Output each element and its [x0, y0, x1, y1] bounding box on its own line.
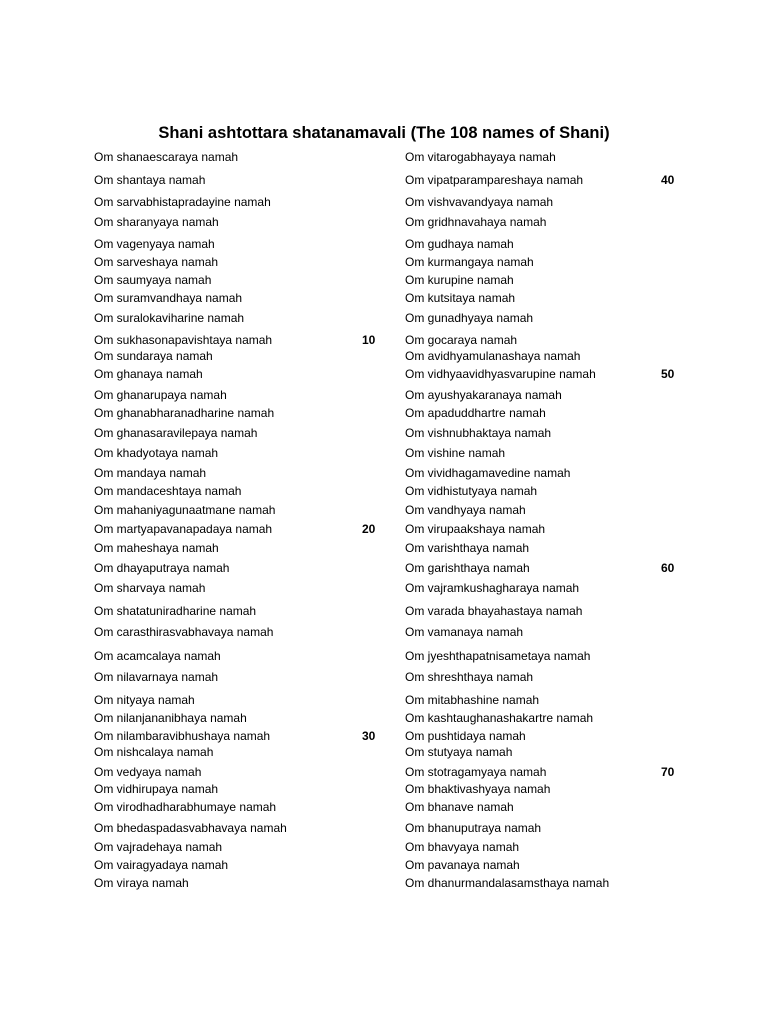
name-line: Om pushtidaya namah: [405, 729, 526, 743]
name-line: Om avidhyamulanashaya namah: [405, 349, 581, 363]
name-line: Om vidhirupaya namah: [94, 782, 219, 796]
name-line: Om shatatuniradharine namah: [94, 604, 257, 618]
name-line: Om carasthirasvabhavaya namah: [94, 625, 274, 639]
name-line: Om acamcalaya namah: [94, 649, 221, 663]
name-line: Om vipatparampareshaya namah: [405, 173, 584, 187]
name-line: Om bhanuputraya namah: [405, 821, 542, 835]
name-line: Om vamanaya namah: [405, 625, 524, 639]
name-line: Om mandaceshtaya namah: [94, 484, 242, 498]
name-line: Om dhanurmandalasamsthaya namah: [405, 876, 610, 890]
name-line: Om pavanaya namah: [405, 858, 520, 872]
count-marker: 10: [362, 333, 376, 347]
name-line: Om ayushyakaranaya namah: [405, 388, 562, 402]
name-line: Om virupaakshaya namah: [405, 522, 546, 536]
name-line: Om sukhasonapavishtaya namah: [94, 333, 273, 347]
name-line: Om vishine namah: [405, 446, 506, 460]
page-title: Shani ashtottara shatanamavali (The 108 names of Shani): [158, 124, 610, 142]
name-line: Om mahaniyagunaatmane namah: [94, 503, 276, 517]
name-line: Om saumyaya namah: [94, 273, 212, 287]
name-line: Om kurmangaya namah: [405, 255, 534, 269]
count-marker: 50: [661, 367, 675, 381]
name-line: Om kashtaughanashakartre namah: [405, 711, 594, 725]
name-line: Om vandhyaya namah: [405, 503, 526, 517]
name-line: Om ghanarupaya namah: [94, 388, 227, 402]
name-line: Om vitarogabhayaya namah: [405, 150, 556, 164]
name-line: Om ghanabharanadharine namah: [94, 406, 275, 420]
count-marker: 70: [661, 765, 675, 779]
name-line: Om sundaraya namah: [94, 349, 213, 363]
name-line: Om nilambaravibhushaya namah: [94, 729, 271, 743]
name-line: Om gocaraya namah: [405, 333, 518, 347]
count-marker: 20: [362, 522, 376, 536]
count-marker: 40: [661, 173, 675, 187]
name-line: Om mandaya namah: [94, 466, 207, 480]
name-line: Om bhedaspadasvabhavaya namah: [94, 821, 287, 835]
name-line: Om mitabhashine namah: [405, 693, 540, 707]
name-line: Om vishvavandyaya namah: [405, 195, 554, 209]
name-line: Om shanaescaraya namah: [94, 150, 239, 164]
name-line: Om vividhagamavedine namah: [405, 466, 571, 480]
name-line: Om varada bhayahastaya namah: [405, 604, 583, 618]
name-line: Om nilavarnaya namah: [94, 670, 219, 684]
name-line: Om nityaya namah: [94, 693, 195, 707]
name-line: Om ghanaya namah: [94, 367, 203, 381]
name-line: Om khadyotaya namah: [94, 446, 219, 460]
name-line: Om vairagyadaya namah: [94, 858, 229, 872]
name-line: Om vajradehaya namah: [94, 840, 223, 854]
name-line: Om kutsitaya namah: [405, 291, 516, 305]
name-line: Om viraya namah: [94, 876, 189, 890]
name-line: Om nishcalaya namah: [94, 745, 214, 759]
name-line: Om bhaktivashyaya namah: [405, 782, 551, 796]
name-line: Om vedyaya namah: [94, 765, 202, 779]
name-line: Om stotragamyaya namah: [405, 765, 547, 779]
name-line: Om shreshthaya namah: [405, 670, 534, 684]
name-line: Om virodhadharabhumaye namah: [94, 800, 277, 814]
name-line: Om bhanave namah: [405, 800, 514, 814]
name-line: Om ghanasaravilepaya namah: [94, 426, 258, 440]
name-line: Om gudhaya namah: [405, 237, 514, 251]
name-line: Om nilanjananibhaya namah: [94, 711, 247, 725]
count-marker: 60: [661, 561, 675, 575]
name-line: Om jyeshthapatnisametaya namah: [405, 649, 591, 663]
name-line: Om sharvaya namah: [94, 581, 206, 595]
name-line: Om kurupine namah: [405, 273, 514, 287]
name-line: Om gunadhyaya namah: [405, 311, 534, 325]
name-line: Om stutyaya namah: [405, 745, 513, 759]
name-line: Om vidhistutyaya namah: [405, 484, 538, 498]
name-line: Om sarvabhistapradayine namah: [94, 195, 271, 209]
name-line: Om bhavyaya namah: [405, 840, 520, 854]
name-line: Om shantaya namah: [94, 173, 206, 187]
name-line: Om dhayaputraya namah: [94, 561, 230, 575]
name-line: Om vajramkushagharaya namah: [405, 581, 580, 595]
right-name-column: [405, 0, 695, 1024]
name-line: Om vidhyaavidhyasvarupine namah: [405, 367, 596, 381]
name-line: Om vagenyaya namah: [94, 237, 215, 251]
name-line: Om varishthaya namah: [405, 541, 530, 555]
name-line: Om suralokaviharine namah: [94, 311, 245, 325]
name-line: Om martyapavanapadaya namah: [94, 522, 273, 536]
name-line: Om suramvandhaya namah: [94, 291, 243, 305]
name-line: Om apaduddhartre namah: [405, 406, 546, 420]
count-marker: 30: [362, 729, 376, 743]
name-line: Om sharanyaya namah: [94, 215, 219, 229]
name-line: Om vishnubhaktaya namah: [405, 426, 552, 440]
name-line: Om sarveshaya namah: [94, 255, 219, 269]
name-line: Om garishthaya namah: [405, 561, 530, 575]
left-name-column: [94, 0, 394, 1024]
name-line: Om gridhnavahaya namah: [405, 215, 547, 229]
name-line: Om maheshaya namah: [94, 541, 219, 555]
